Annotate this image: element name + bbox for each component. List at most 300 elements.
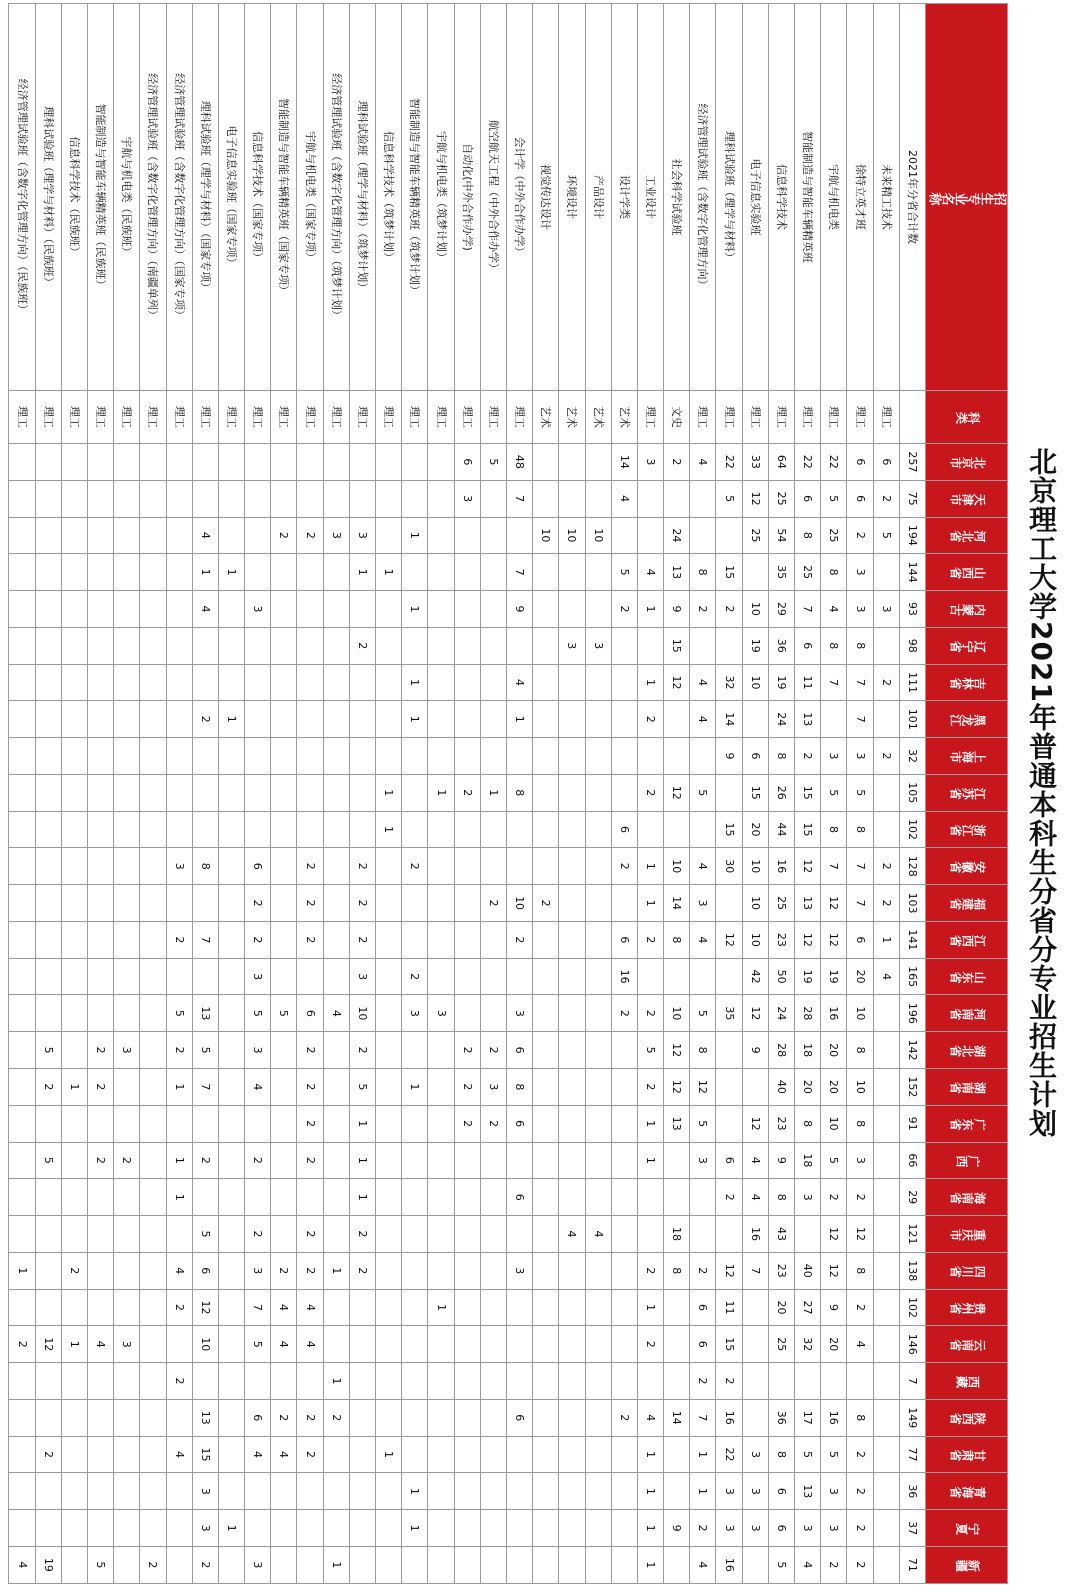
quota-cell: 2 bbox=[716, 1179, 742, 1216]
quota-cell bbox=[742, 701, 768, 738]
quota-cell: 4 bbox=[271, 1326, 297, 1363]
category-cell: 理工 bbox=[376, 391, 402, 444]
category-cell: 理工 bbox=[637, 391, 663, 444]
quota-cell: 2 bbox=[297, 517, 323, 554]
header-province: 广东省 bbox=[926, 1105, 1008, 1142]
quota-cell bbox=[585, 1032, 611, 1069]
quota-cell bbox=[428, 1142, 454, 1179]
quota-cell bbox=[9, 591, 35, 628]
quota-cell: 2 bbox=[297, 1142, 323, 1179]
quota-cell: 48 bbox=[507, 444, 533, 481]
quota-cell: 24 bbox=[664, 517, 690, 554]
quota-cell: 7 bbox=[847, 664, 873, 701]
quota-cell bbox=[9, 1142, 35, 1179]
major-name-cell: 信息科学技术（民族班） bbox=[61, 4, 87, 391]
table-row bbox=[873, 4, 899, 1584]
quota-cell bbox=[166, 664, 192, 701]
quota-cell bbox=[611, 1032, 637, 1069]
quota-cell bbox=[271, 811, 297, 848]
quota-cell: 2 bbox=[873, 738, 899, 775]
major-name-cell: 信息科学技术（国家专项） bbox=[245, 4, 271, 391]
quota-cell bbox=[428, 591, 454, 628]
quota-cell bbox=[507, 1473, 533, 1510]
quota-cell: 1 bbox=[349, 1142, 375, 1179]
quota-cell: 2 bbox=[297, 1436, 323, 1473]
quota-cell bbox=[376, 848, 402, 885]
quota-cell bbox=[533, 1510, 559, 1547]
quota-cell bbox=[218, 995, 244, 1032]
quota-cell bbox=[61, 1179, 87, 1216]
quota-cell bbox=[873, 1179, 899, 1216]
quota-cell: 2 bbox=[192, 1546, 218, 1583]
quota-cell bbox=[245, 627, 271, 664]
table-row bbox=[192, 4, 218, 1584]
quota-cell bbox=[376, 738, 402, 775]
quota-cell bbox=[533, 995, 559, 1032]
quota-cell bbox=[716, 1069, 742, 1106]
quota-cell: 4 bbox=[585, 1216, 611, 1253]
header-province: 北京市 bbox=[926, 444, 1008, 481]
quota-cell bbox=[9, 958, 35, 995]
quota-cell: 1 bbox=[873, 921, 899, 958]
quota-cell: 10 bbox=[533, 517, 559, 554]
quota-cell bbox=[559, 554, 585, 591]
quota-cell: 2 bbox=[402, 958, 428, 995]
quota-cell bbox=[35, 480, 61, 517]
quota-cell bbox=[480, 1252, 506, 1289]
quota-cell bbox=[873, 774, 899, 811]
quota-cell: 5 bbox=[192, 1216, 218, 1253]
header-province: 黑龙江 bbox=[926, 701, 1008, 738]
table-row bbox=[428, 4, 454, 1584]
quota-cell: 102 bbox=[899, 811, 925, 848]
major-name-cell: 宇航与机电类 bbox=[821, 4, 847, 391]
quota-cell bbox=[9, 995, 35, 1032]
quota-cell bbox=[114, 480, 140, 517]
quota-cell: 1 bbox=[218, 701, 244, 738]
quota-cell: 10 bbox=[664, 995, 690, 1032]
quota-cell bbox=[559, 1473, 585, 1510]
quota-cell bbox=[533, 1216, 559, 1253]
quota-cell: 1 bbox=[376, 1436, 402, 1473]
quota-cell bbox=[402, 774, 428, 811]
quota-cell: 23 bbox=[768, 1105, 794, 1142]
quota-cell: 8 bbox=[507, 774, 533, 811]
quota-cell bbox=[61, 1105, 87, 1142]
category-cell: 理工 bbox=[454, 391, 480, 444]
quota-cell bbox=[61, 958, 87, 995]
quota-cell bbox=[35, 1510, 61, 1547]
quota-cell bbox=[61, 1289, 87, 1326]
quota-cell bbox=[533, 591, 559, 628]
quota-cell: 25 bbox=[768, 1326, 794, 1363]
category-cell: 文史 bbox=[664, 391, 690, 444]
quota-cell bbox=[402, 627, 428, 664]
quota-cell bbox=[716, 1105, 742, 1142]
quota-cell bbox=[323, 1069, 349, 1106]
category-cell: 理工 bbox=[768, 391, 794, 444]
quota-cell bbox=[428, 848, 454, 885]
quota-cell: 3 bbox=[873, 591, 899, 628]
quota-cell: 1 bbox=[323, 1252, 349, 1289]
quota-cell bbox=[9, 1289, 35, 1326]
header-province: 吉林省 bbox=[926, 664, 1008, 701]
quota-cell bbox=[611, 1473, 637, 1510]
quota-cell bbox=[9, 444, 35, 481]
quota-cell: 25 bbox=[795, 554, 821, 591]
quota-cell: 32 bbox=[716, 664, 742, 701]
quota-cell: 2 bbox=[166, 1289, 192, 1326]
quota-cell bbox=[166, 738, 192, 775]
quota-cell: 2 bbox=[637, 774, 663, 811]
table-row bbox=[559, 4, 585, 1584]
quota-cell bbox=[480, 1326, 506, 1363]
quota-cell bbox=[454, 1216, 480, 1253]
quota-cell: 4 bbox=[690, 664, 716, 701]
quota-cell: 8 bbox=[690, 554, 716, 591]
quota-cell bbox=[297, 627, 323, 664]
quota-cell bbox=[873, 554, 899, 591]
quota-cell bbox=[402, 921, 428, 958]
quota-cell: 10 bbox=[742, 921, 768, 958]
quota-cell bbox=[245, 1363, 271, 1400]
quota-cell: 7 bbox=[192, 921, 218, 958]
quota-cell bbox=[664, 1289, 690, 1326]
quota-cell bbox=[88, 517, 114, 554]
quota-cell: 14 bbox=[664, 1399, 690, 1436]
major-name-cell: 理科试验班（理学与材料）（民族班） bbox=[35, 4, 61, 391]
quota-cell: 2 bbox=[166, 1363, 192, 1400]
quota-cell bbox=[192, 774, 218, 811]
quota-cell: 12 bbox=[742, 995, 768, 1032]
major-name-cell: 智能制造与智能车辆精英班（筑梦计划） bbox=[402, 4, 428, 391]
quota-cell bbox=[559, 480, 585, 517]
table-row bbox=[664, 4, 690, 1584]
quota-cell bbox=[61, 517, 87, 554]
major-name-cell: 视觉传达设计 bbox=[533, 4, 559, 391]
quota-cell: 1 bbox=[690, 1473, 716, 1510]
quota-cell bbox=[507, 517, 533, 554]
quota-cell bbox=[61, 1032, 87, 1069]
quota-cell: 4 bbox=[9, 1546, 35, 1583]
quota-cell bbox=[192, 738, 218, 775]
quota-cell: 2 bbox=[480, 885, 506, 922]
quota-cell bbox=[271, 480, 297, 517]
table-row bbox=[533, 4, 559, 1584]
quota-cell bbox=[9, 701, 35, 738]
quota-cell: 1 bbox=[637, 591, 663, 628]
quota-cell bbox=[402, 1032, 428, 1069]
quota-cell bbox=[323, 480, 349, 517]
table-row bbox=[323, 4, 349, 1584]
quota-cell: 2 bbox=[349, 921, 375, 958]
quota-cell bbox=[507, 1142, 533, 1179]
quota-cell: 1 bbox=[376, 774, 402, 811]
quota-cell bbox=[297, 1473, 323, 1510]
quota-cell: 4 bbox=[271, 1436, 297, 1473]
quota-cell bbox=[454, 958, 480, 995]
header-province: 江西省 bbox=[926, 921, 1008, 958]
quota-cell bbox=[245, 1473, 271, 1510]
quota-cell: 1 bbox=[61, 1069, 87, 1106]
quota-cell bbox=[349, 1363, 375, 1400]
header-province: 浙江省 bbox=[926, 811, 1008, 848]
quota-cell bbox=[218, 1142, 244, 1179]
quota-cell: 4 bbox=[821, 591, 847, 628]
quota-cell: 2 bbox=[297, 1399, 323, 1436]
quota-cell: 3 bbox=[847, 554, 873, 591]
quota-cell: 2 bbox=[35, 1436, 61, 1473]
quota-cell bbox=[585, 444, 611, 481]
quota-cell: 7 bbox=[899, 1363, 925, 1400]
quota-cell bbox=[585, 1399, 611, 1436]
quota-cell bbox=[35, 1252, 61, 1289]
quota-cell bbox=[376, 1105, 402, 1142]
quota-cell bbox=[664, 958, 690, 995]
category-cell: 理工 bbox=[795, 391, 821, 444]
quota-cell: 2 bbox=[88, 1069, 114, 1106]
quota-cell: 5 bbox=[847, 774, 873, 811]
quota-cell bbox=[323, 1142, 349, 1179]
quota-cell bbox=[35, 1399, 61, 1436]
quota-cell bbox=[166, 1326, 192, 1363]
quota-cell bbox=[611, 1326, 637, 1363]
quota-cell bbox=[376, 517, 402, 554]
quota-cell bbox=[480, 958, 506, 995]
category-cell: 艺术 bbox=[611, 391, 637, 444]
quota-cell: 54 bbox=[768, 517, 794, 554]
quota-cell bbox=[585, 958, 611, 995]
quota-cell bbox=[559, 1289, 585, 1326]
quota-cell bbox=[218, 1473, 244, 1510]
quota-cell bbox=[297, 554, 323, 591]
header-province: 内蒙古 bbox=[926, 591, 1008, 628]
quota-cell: 2 bbox=[847, 1473, 873, 1510]
quota-cell: 9 bbox=[664, 591, 690, 628]
quota-cell bbox=[9, 1363, 35, 1400]
major-name-cell: 徐特立英才班 bbox=[847, 4, 873, 391]
quota-cell bbox=[88, 1510, 114, 1547]
quota-cell: 2 bbox=[480, 1105, 506, 1142]
quota-cell: 1 bbox=[349, 1179, 375, 1216]
category-cell: 理工 bbox=[271, 391, 297, 444]
quota-cell: 5 bbox=[611, 554, 637, 591]
quota-cell: 2 bbox=[690, 1363, 716, 1400]
quota-cell bbox=[402, 1289, 428, 1326]
quota-cell bbox=[533, 738, 559, 775]
quota-cell bbox=[140, 517, 166, 554]
quota-cell: 2 bbox=[297, 1032, 323, 1069]
quota-cell bbox=[507, 627, 533, 664]
quota-cell bbox=[140, 1216, 166, 1253]
category-cell: 理工 bbox=[507, 391, 533, 444]
quota-cell: 50 bbox=[768, 958, 794, 995]
quota-cell: 10 bbox=[742, 885, 768, 922]
quota-cell: 12 bbox=[821, 921, 847, 958]
quota-cell bbox=[245, 738, 271, 775]
quota-cell bbox=[218, 958, 244, 995]
quota-cell bbox=[873, 1326, 899, 1363]
quota-cell: 6 bbox=[690, 1289, 716, 1326]
quota-cell bbox=[35, 1473, 61, 1510]
quota-cell bbox=[114, 591, 140, 628]
header-province: 重庆市 bbox=[926, 1216, 1008, 1253]
quota-cell: 25 bbox=[768, 480, 794, 517]
quota-cell: 6 bbox=[507, 1399, 533, 1436]
quota-cell: 13 bbox=[192, 995, 218, 1032]
major-name-cell: 电子信息实验班 bbox=[742, 4, 768, 391]
quota-cell bbox=[114, 811, 140, 848]
quota-cell: 20 bbox=[821, 1032, 847, 1069]
quota-cell: 8 bbox=[821, 811, 847, 848]
quota-cell bbox=[9, 1399, 35, 1436]
quota-cell bbox=[61, 591, 87, 628]
quota-cell bbox=[349, 701, 375, 738]
header-province: 西藏 bbox=[926, 1363, 1008, 1400]
quota-cell bbox=[192, 1179, 218, 1216]
quota-cell bbox=[88, 1473, 114, 1510]
quota-cell bbox=[585, 774, 611, 811]
quota-cell bbox=[454, 664, 480, 701]
quota-cell bbox=[271, 958, 297, 995]
quota-cell bbox=[140, 995, 166, 1032]
quota-cell: 2 bbox=[166, 921, 192, 958]
quota-cell: 15 bbox=[795, 774, 821, 811]
quota-cell: 12 bbox=[742, 1105, 768, 1142]
quota-cell: 111 bbox=[899, 664, 925, 701]
quota-cell: 7 bbox=[192, 1069, 218, 1106]
quota-cell bbox=[507, 738, 533, 775]
quota-cell bbox=[114, 1436, 140, 1473]
quota-cell bbox=[218, 1289, 244, 1326]
quota-cell bbox=[402, 1216, 428, 1253]
quota-cell bbox=[716, 1032, 742, 1069]
quota-cell: 5 bbox=[192, 1032, 218, 1069]
quota-cell: 25 bbox=[821, 517, 847, 554]
quota-cell: 7 bbox=[507, 480, 533, 517]
quota-cell bbox=[297, 811, 323, 848]
quota-cell: 5 bbox=[35, 1142, 61, 1179]
quota-cell bbox=[428, 885, 454, 922]
quota-cell: 3 bbox=[349, 958, 375, 995]
quota-cell: 8 bbox=[664, 1252, 690, 1289]
quota-cell: 71 bbox=[899, 1546, 925, 1583]
quota-cell: 1 bbox=[402, 1473, 428, 1510]
quota-cell: 16 bbox=[768, 848, 794, 885]
quota-cell bbox=[428, 1252, 454, 1289]
quota-cell bbox=[323, 1436, 349, 1473]
quota-cell: 1 bbox=[166, 1069, 192, 1106]
quota-cell bbox=[192, 958, 218, 995]
quota-cell: 5 bbox=[690, 1105, 716, 1142]
quota-cell: 2 bbox=[323, 1399, 349, 1436]
category-cell: 理工 bbox=[873, 391, 899, 444]
header-province: 辽宁省 bbox=[926, 627, 1008, 664]
quota-cell: 2 bbox=[637, 1252, 663, 1289]
quota-cell bbox=[664, 1142, 690, 1179]
quota-cell bbox=[585, 1289, 611, 1326]
quota-cell bbox=[88, 1363, 114, 1400]
quota-cell: 3 bbox=[428, 995, 454, 1032]
quota-cell: 15 bbox=[795, 811, 821, 848]
quota-cell bbox=[559, 738, 585, 775]
quota-cell bbox=[611, 664, 637, 701]
quota-cell bbox=[428, 921, 454, 958]
quota-cell: 3 bbox=[585, 627, 611, 664]
quota-cell bbox=[35, 885, 61, 922]
quota-cell: 2 bbox=[611, 848, 637, 885]
quota-cell bbox=[297, 1179, 323, 1216]
quota-cell bbox=[611, 885, 637, 922]
quota-cell: 1 bbox=[637, 1105, 663, 1142]
quota-cell bbox=[585, 1436, 611, 1473]
quota-cell: 5 bbox=[716, 480, 742, 517]
quota-cell: 2 bbox=[690, 591, 716, 628]
quota-cell bbox=[690, 517, 716, 554]
quota-cell bbox=[873, 1289, 899, 1326]
quota-cell: 1 bbox=[637, 664, 663, 701]
quota-cell: 26 bbox=[768, 774, 794, 811]
quota-cell bbox=[402, 480, 428, 517]
quota-cell bbox=[218, 1546, 244, 1583]
quota-cell: 15 bbox=[742, 774, 768, 811]
quota-cell: 4 bbox=[192, 517, 218, 554]
quota-cell bbox=[637, 480, 663, 517]
quota-cell: 19 bbox=[742, 627, 768, 664]
quota-cell bbox=[192, 811, 218, 848]
quota-cell bbox=[140, 1510, 166, 1547]
quota-cell: 2 bbox=[297, 848, 323, 885]
quota-cell bbox=[61, 1473, 87, 1510]
quota-cell bbox=[245, 811, 271, 848]
quota-cell bbox=[480, 591, 506, 628]
quota-cell: 10 bbox=[507, 885, 533, 922]
quota-cell bbox=[323, 1179, 349, 1216]
quota-cell bbox=[585, 1069, 611, 1106]
quota-cell bbox=[166, 444, 192, 481]
quota-cell bbox=[376, 1216, 402, 1253]
quota-cell: 20 bbox=[821, 1069, 847, 1106]
quota-cell: 1 bbox=[349, 1105, 375, 1142]
quota-cell: 3 bbox=[507, 1252, 533, 1289]
quota-cell bbox=[637, 627, 663, 664]
quota-cell: 5 bbox=[821, 774, 847, 811]
quota-cell: 138 bbox=[899, 1252, 925, 1289]
quota-cell bbox=[559, 1142, 585, 1179]
quota-cell bbox=[35, 1363, 61, 1400]
quota-cell bbox=[507, 1436, 533, 1473]
header-province: 湖北省 bbox=[926, 1032, 1008, 1069]
quota-cell bbox=[297, 1363, 323, 1400]
quota-cell: 2 bbox=[349, 1252, 375, 1289]
table-row bbox=[821, 4, 847, 1584]
quota-cell: 1 bbox=[637, 885, 663, 922]
quota-cell: 3 bbox=[323, 517, 349, 554]
quota-cell: 3 bbox=[821, 1510, 847, 1547]
quota-cell: 8 bbox=[795, 517, 821, 554]
quota-cell bbox=[114, 554, 140, 591]
quota-cell: 19 bbox=[795, 958, 821, 995]
quota-cell bbox=[533, 1032, 559, 1069]
table-row bbox=[271, 4, 297, 1584]
quota-cell bbox=[821, 701, 847, 738]
quota-cell: 18 bbox=[795, 1032, 821, 1069]
quota-cell: 19 bbox=[35, 1546, 61, 1583]
quota-cell: 27 bbox=[795, 1289, 821, 1326]
quota-cell bbox=[140, 1032, 166, 1069]
quota-cell bbox=[192, 1105, 218, 1142]
quota-cell bbox=[35, 811, 61, 848]
